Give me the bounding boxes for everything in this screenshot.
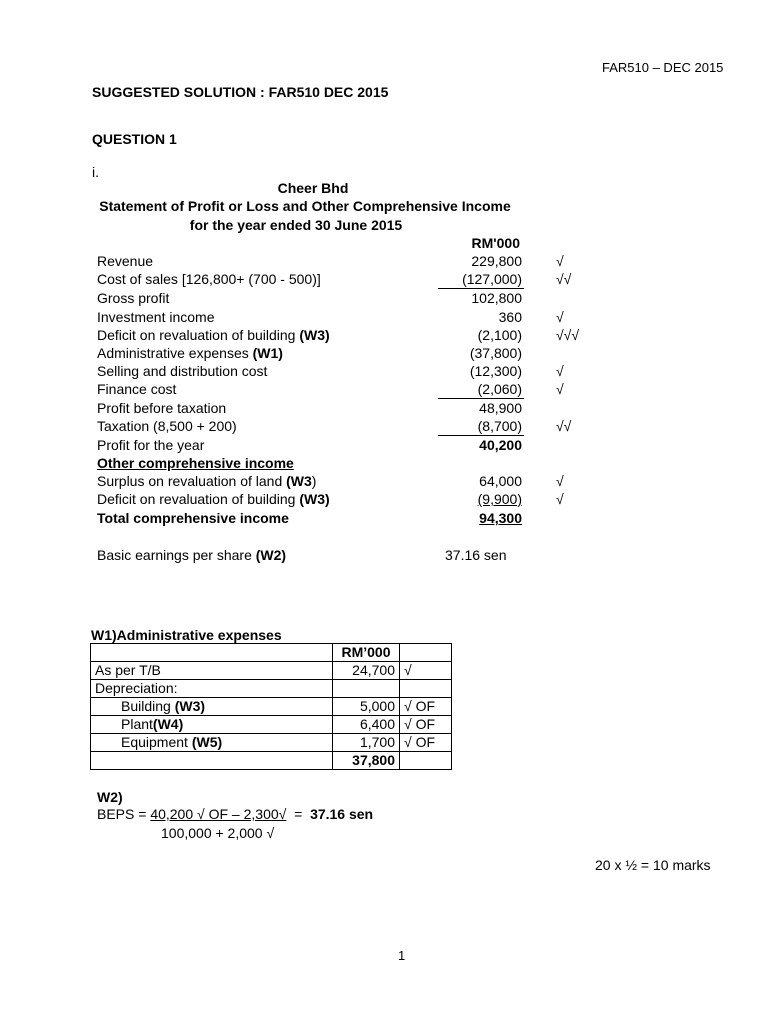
eps-ref: (W2) xyxy=(255,547,287,563)
oci-heading: Other comprehensive income xyxy=(97,455,294,471)
row-deficit-building-amount: (2,100) xyxy=(477,327,522,343)
subtotal-rule xyxy=(438,398,524,399)
part-label: i. xyxy=(92,164,99,180)
w2-title: W2) xyxy=(97,789,123,805)
statement-title: Statement of Profit or Loss and Other Comprehensive Income xyxy=(99,198,511,214)
company-name: Cheer Bhd xyxy=(277,180,349,196)
row-oci-deficit-label xyxy=(97,491,330,507)
w1-row-ref: (W3) xyxy=(174,698,206,714)
w1-row-label xyxy=(91,716,333,734)
row-selling-label: Selling and distribution cost xyxy=(97,363,268,379)
w1-header-blank xyxy=(91,644,333,662)
subtotal-rule xyxy=(438,435,524,436)
row-finance-cost-label: Finance cost xyxy=(97,381,177,397)
row-total-ci-amount: 94,300 xyxy=(479,510,522,526)
w2-numerator: 40,200 √ OF – 2,300√ xyxy=(150,806,287,822)
row-taxation-amount: (8,700) xyxy=(477,418,522,434)
table-row xyxy=(91,752,452,770)
page-number: 1 xyxy=(398,948,406,963)
row-total-ci-label: Total comprehensive income xyxy=(97,510,289,526)
w1-row-tick: √ OF xyxy=(400,734,452,752)
w1-col-header: RM’000 xyxy=(333,644,400,662)
row-investment-income-amount: 360 xyxy=(498,309,522,325)
row-deficit-building-label xyxy=(97,327,330,343)
table-row xyxy=(91,698,452,716)
w2-result: 37.16 sen xyxy=(310,806,374,822)
row-investment-income-tick: √ xyxy=(556,309,564,325)
w1-row-ref: (W4) xyxy=(152,716,184,732)
question-heading: QUESTION 1 xyxy=(92,131,177,147)
table-row xyxy=(91,644,452,662)
w1-row-text: Plant xyxy=(121,716,153,732)
w2-formula xyxy=(97,806,373,822)
row-admin-expenses-amount: (37,800) xyxy=(469,345,522,361)
w1-table xyxy=(90,643,452,770)
row-gross-profit-label: Gross profit xyxy=(97,290,170,306)
row-selling-amount: (12,300) xyxy=(469,363,522,379)
w1-row-label xyxy=(91,734,333,752)
w1-row-tick: √ xyxy=(400,662,452,680)
row-pbt-label: Profit before taxation xyxy=(97,400,227,416)
w1-row-label: Depreciation: xyxy=(91,680,333,698)
row-selling-tick: √ xyxy=(556,363,564,379)
row-deficit-building-text: Deficit on revaluation of building xyxy=(97,327,300,343)
eps-value: 37.16 sen xyxy=(445,547,507,563)
table-row xyxy=(91,680,452,698)
w1-row-tick: √ OF xyxy=(400,698,452,716)
row-finance-cost-amount: (2,060) xyxy=(477,381,522,397)
statement-period: for the year ended 30 June 2015 xyxy=(189,217,403,233)
header-code: FAR510 – DEC 2015 xyxy=(602,60,724,75)
doc-title: SUGGESTED SOLUTION : FAR510 DEC 2015 xyxy=(92,84,389,100)
w1-row-label: As per T/B xyxy=(91,662,333,680)
row-revenue-label: Revenue xyxy=(97,253,154,269)
row-oci-deficit-text: Deficit on revaluation of building xyxy=(97,491,300,507)
w1-row-tick: √ OF xyxy=(400,716,452,734)
row-finance-cost-tick: √ xyxy=(556,381,564,397)
eps-text: Basic earnings per share xyxy=(97,547,256,563)
row-cost-of-sales-amount: (127,000) xyxy=(462,271,522,287)
w1-row-amount: 6,400 xyxy=(333,716,400,734)
w1-row-text: Equipment xyxy=(121,734,192,750)
table-row xyxy=(91,716,452,734)
row-gross-profit-amount: 102,800 xyxy=(471,290,522,306)
row-cost-of-sales-tick: √√ xyxy=(556,271,572,287)
row-profit-year-amount: 40,200 xyxy=(479,437,522,453)
w2-lhs: BEPS = xyxy=(97,806,151,822)
row-oci-deficit-amount: (9,900) xyxy=(477,491,522,507)
w1-row-label xyxy=(91,698,333,716)
row-investment-income-label: Investment income xyxy=(97,309,215,325)
row-deficit-building-ref: (W3) xyxy=(299,327,330,343)
w1-title: W1)Administrative expenses xyxy=(91,627,282,643)
w1-row-amount: 1,700 xyxy=(333,734,400,752)
table-row xyxy=(91,662,452,680)
row-cost-of-sales-label: Cost of sales [126,800+ (700 - 500)] xyxy=(97,271,321,287)
row-surplus-land-ref: (W3 xyxy=(286,473,312,489)
row-admin-expenses-ref: (W1) xyxy=(252,345,283,361)
w1-total: 37,800 xyxy=(333,752,400,770)
row-pbt-amount: 48,900 xyxy=(479,400,522,416)
subtotal-rule xyxy=(438,288,524,289)
row-taxation-tick: √√ xyxy=(556,418,572,434)
w2-denominator: 100,000 + 2,000 √ xyxy=(161,825,275,841)
row-surplus-land-text: Surplus on revaluation of land xyxy=(97,473,287,489)
row-profit-year-label: Profit for the year xyxy=(97,437,205,453)
row-surplus-land-amount: 64,000 xyxy=(479,473,522,489)
w2-equals: = xyxy=(286,806,311,822)
row-admin-expenses-label xyxy=(97,345,283,361)
row-admin-expenses-text: Administrative expenses xyxy=(97,345,253,361)
marks-note: 20 x ½ = 10 marks xyxy=(595,857,711,873)
row-surplus-land-tick: √ xyxy=(556,473,564,489)
row-revenue-amount: 229,800 xyxy=(471,253,522,269)
w1-row-text: Building xyxy=(121,698,175,714)
row-revenue-tick: √ xyxy=(556,253,564,269)
row-taxation-label: Taxation (8,500 + 200) xyxy=(97,418,237,434)
w1-row-amount: 5,000 xyxy=(333,698,400,716)
row-surplus-land-label: Surplus on revaluation of land (W3) xyxy=(97,473,317,489)
currency-header: RM'000 xyxy=(471,235,520,251)
w1-row-ref: (W5) xyxy=(191,734,223,750)
w1-row-amount: 24,700 xyxy=(333,662,400,680)
table-row xyxy=(91,734,452,752)
row-oci-deficit-ref: (W3) xyxy=(299,491,330,507)
eps-label xyxy=(97,547,286,563)
row-deficit-building-tick: √√√ xyxy=(556,327,580,343)
row-oci-deficit-tick: √ xyxy=(556,491,564,507)
